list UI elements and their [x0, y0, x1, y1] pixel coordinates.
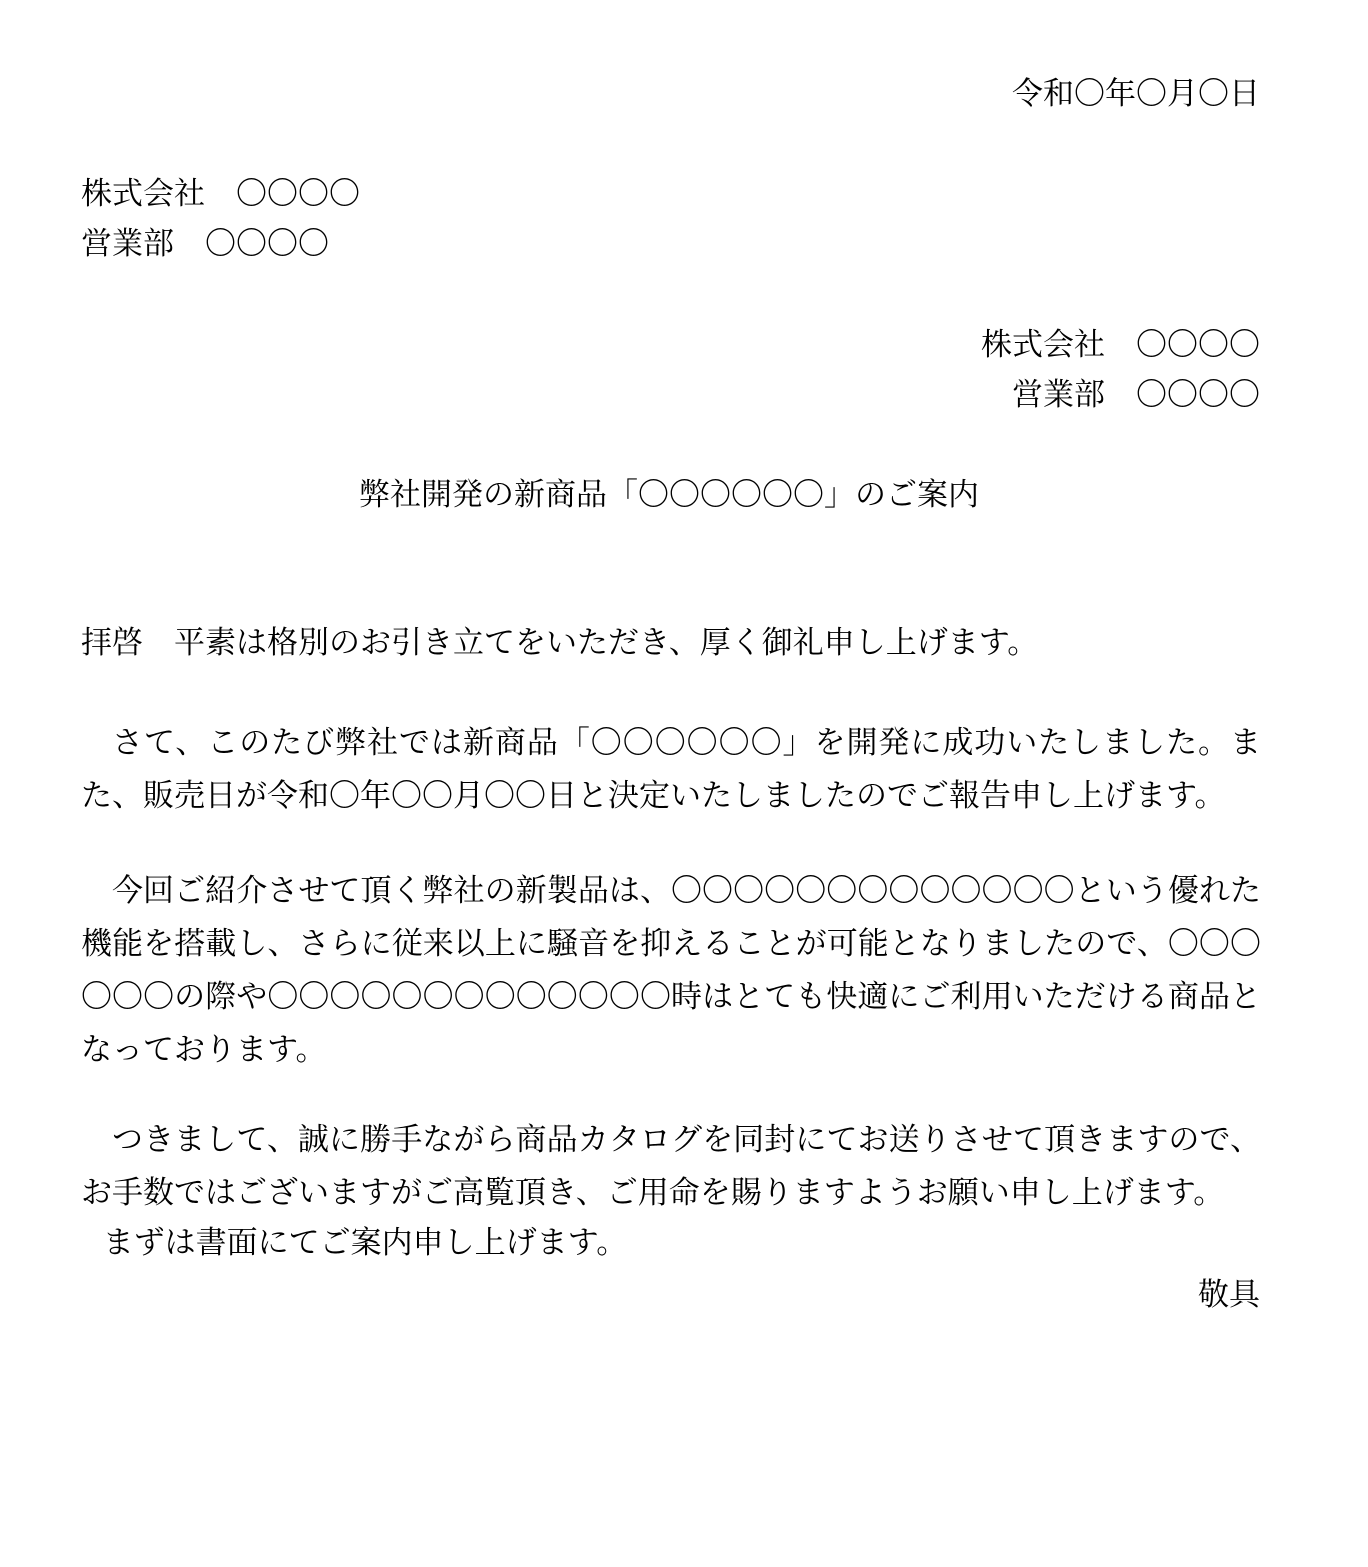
recipient-department: 営業部 〇〇〇〇 — [81, 226, 329, 262]
letter-subject: 弊社開発の新商品「〇〇〇〇〇〇」のご案内 — [359, 477, 979, 513]
opening-greeting: 拝啓 平素は格別のお引き立てをいただき、厚く御礼申し上げます。 — [81, 625, 1039, 661]
body-paragraph-2: 今回ご紹介させて頂く弊社の新製品は、〇〇〇〇〇〇〇〇〇〇〇〇〇という優れた機能を搭載し、さらに従来以上に騒音を抑えることが可能となりましたので、〇〇〇〇〇〇の際や〇〇〇〇〇〇〇〇〇〇〇〇〇時はとても快適にご利用いただける商品となっております。 — [81, 873, 1261, 1068]
body-paragraph-1: さて、このたび弊社では新商品「〇〇〇〇〇〇」を開発に成功いたしました。また、販売日が令和〇年〇〇月〇〇日と決定いたしましたのでご報告申し上げます。 — [81, 725, 1261, 814]
body-paragraph-4: まずは書面にてご案内申し上げます。 — [102, 1225, 628, 1261]
sender-company: 株式会社 〇〇〇〇 — [981, 327, 1260, 363]
closing-word: 敬具 — [1198, 1277, 1260, 1313]
letter-date: 令和〇年〇月〇日 — [1012, 76, 1260, 112]
sender-department: 営業部 〇〇〇〇 — [1012, 377, 1260, 413]
body-paragraph-3: つきまして、誠に勝手ながら商品カタログを同封にてお送りさせて頂きますので、お手数ではございますがご高覧頂き、ご用命を賜りますようお願い申し上げます。 — [81, 1122, 1261, 1211]
recipient-company: 株式会社 〇〇〇〇 — [81, 176, 360, 212]
